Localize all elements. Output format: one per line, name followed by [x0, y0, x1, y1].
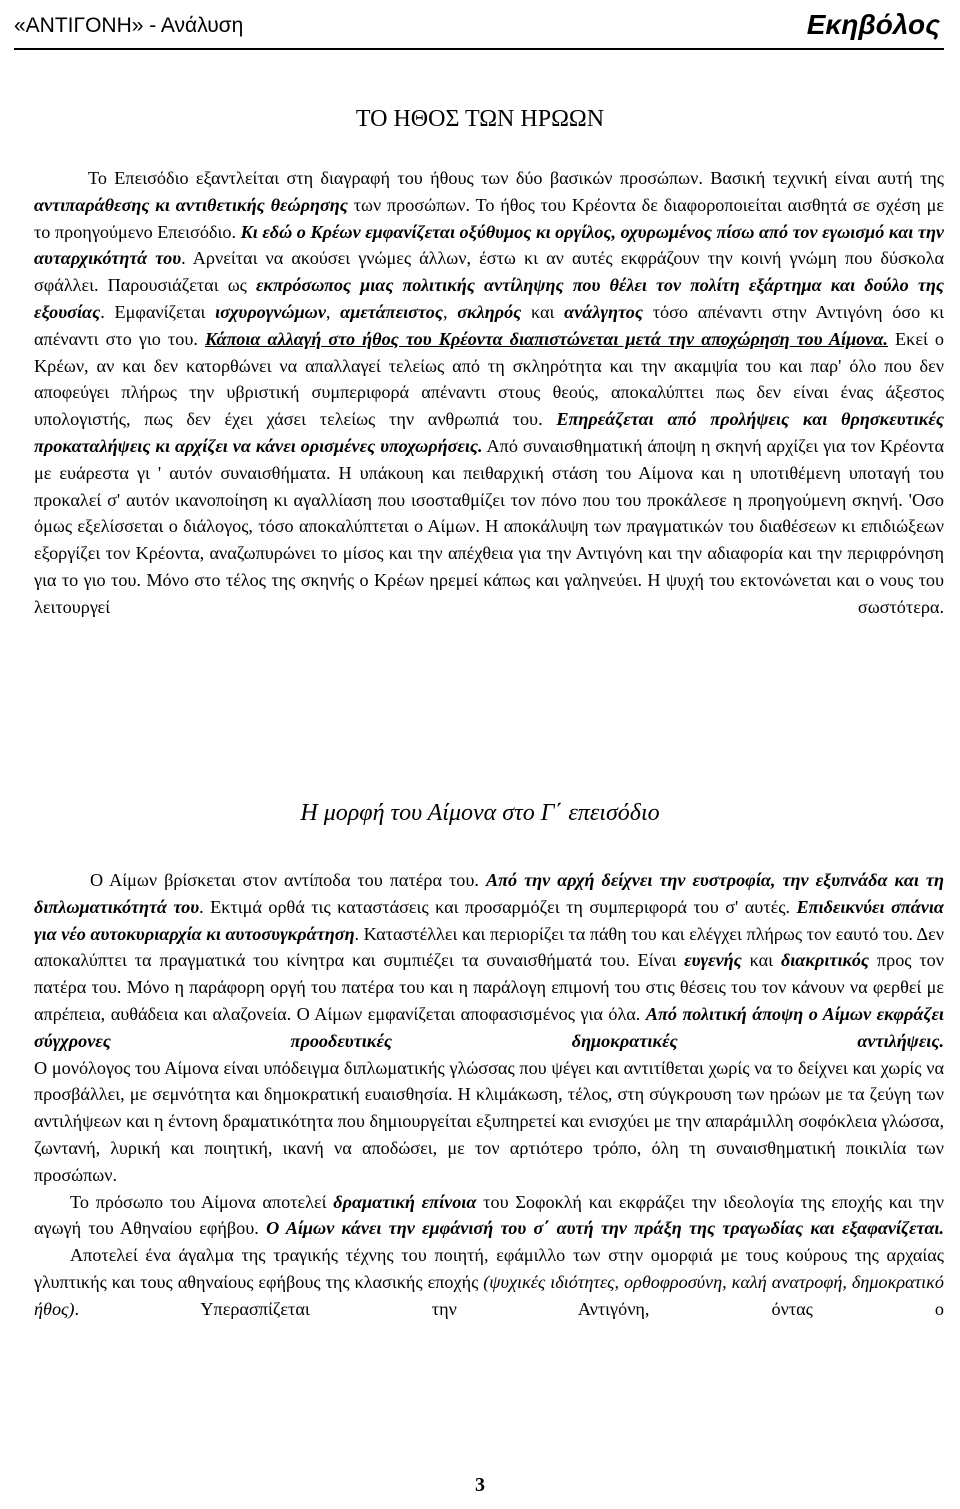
text-run: Αποτελεί ένα άγαλμα της τραγικής τέχνης του ποιητή, εφάμιλλο των στην ομορφιά με τους κούρους της αρχαίας γλυπτικής και τους αθηναίους εφήβους της κλασικής εποχής [34, 1245, 944, 1292]
page-number: 3 [475, 1474, 485, 1496]
text-run: , [442, 301, 458, 322]
text-run: των προσώπων. Το ήθος του Κρέοντα δε διαφοροποιείται αισθητά σε σχέση με το προηγούμενο Επεισόδιο. [34, 194, 944, 242]
text-run: αντιπαράθεσης κι αντιθετικής θεώρησης [34, 194, 348, 215]
text-run: ευγενής [684, 950, 742, 971]
text-run: Επηρεάζεται από προλήψεις και θρησκευτικές προκαταλήψεις κι αρχίζει να κάνει ορισμένες υποχωρήσεις. [34, 409, 944, 456]
rich-paragraph [34, 1055, 944, 1189]
text-run: Ο Αίμων κάνει την εμφάνισή του σ΄ αυτή την πράξη της τραγωδίας και εξαφανίζεται. [266, 1218, 944, 1239]
text-run: εκπρόσωπος μιας πολιτικής αντίληψης που θέλει τον πολίτη εξάρτημα και δούλο της εξουσίας [34, 275, 944, 322]
text-run: Κι εδώ ο Κρέων εμφανίζεται οξύθυμος κι οργίλος, οχυρωμένος πίσω από τον εγωισμό και την αυταρχικότητά του [34, 221, 944, 269]
section1-paragraph [34, 165, 944, 621]
text-run: . Υπερασπίζεται την Αντιγόνη, όντας ο [74, 1298, 944, 1319]
text-run: Εκεί ο Κρέων, αν και δεν κατορθώνει να απαλλαγεί τελείως από τη σκληρότητα και την ακαμψία του και παρ' όλο που δεν αποφεύγει πλήρως την υβριστική συμπεριφορά απέναντι στους θεούς, αποκαλύπτει πως δεν είναι ένας άξεστος υπολογιστής, πως δεν έχει χάσει τελείως την ανθρωπιά του. [34, 328, 945, 430]
rich-paragraph [34, 1189, 944, 1243]
text-run: Ο Αίμων βρίσκεται στον αντίποδα του πατέρα του. [90, 870, 486, 890]
section-subtitle: Η μορφή του Αίμονα στο Γ΄ επεισόδιο [300, 800, 660, 826]
text-run: διακριτικός [780, 950, 870, 971]
text-run: σκληρός [457, 301, 522, 322]
text-run: , [325, 301, 341, 322]
text-run: . Αρνείται να ακούσει γνώμες άλλων, έστω κι αν αυτές εκφράζουν την κοινή γνώμη που δύσκολα σφάλλει. Παρουσιάζεται ως [34, 248, 944, 296]
text-run: και [521, 301, 565, 322]
text-run: Ο μονόλογος του Αίμονα είναι υπόδειγμα διπλωματικής γλώσσας που ψέγει και αντιτίθεται χωρίς να το δείχνει και χωρίς να προσβάλλει, με σεμνότητα και δημοκρατική ευαισθησία. Η κλιμάκωση, τέλος, στη σύγκρουση των ηρώων με τα ζεύγη των αντιλήψεων και η έντονη δραματικότητα που δημιουργείται εξυπηρετεί και ενισχύει με την απαράμιλλη σοφόκλεια γλώσσα, ζωντανή, λυρική και ποιητική, ικανή να αποδώσει, με τον αρτιότερο τρόπο, όλη τη συναισθηματική ποικιλία των προσώπων. [34, 1057, 944, 1185]
text-run: ανάλγητος [564, 301, 643, 322]
header-document-title: «ΑΝΤΙΓΟΝΗ» - Ανάλυση [14, 14, 244, 37]
text-run: . Καταστέλλει και περιορίζει τα πάθη του και ελέγχει πλήρως τον εαυτό του. Δεν αποκαλύπτει τα πραγματικά του κίνητρα και συμπιέζει τα συναισθήματά του. Είναι [34, 923, 944, 971]
text-run: Το πρόσωπο του Αίμονα αποτελεί [70, 1191, 334, 1212]
text-run: . Εμφανίζεται [100, 301, 216, 322]
text-run: τόσο απέναντι στην Αντιγόνη όσο κι απέναντι στο γιο του. [34, 301, 945, 349]
page-header [14, 8, 944, 50]
rich-paragraph [34, 165, 944, 621]
rich-paragraph [34, 867, 944, 1055]
rich-paragraph [34, 1242, 944, 1322]
text-run: Επιδεικνύει σπάνια για νέο αυτοκυριαρχία κι αυτοσυγκράτηση [34, 896, 944, 944]
text-run: του Σοφοκλή και εκφράζει την ιδεολογία της εποχής και την αγωγή του Αθηναίου εφήβου. [34, 1191, 945, 1239]
text-run: ισχυρογνώμων [215, 301, 326, 322]
text-run: (ψυχικές ιδιότητες, ορθοφροσύνη, καλή ανατροφή, δημοκρατικό ήθος) [34, 1271, 944, 1319]
text-run: προς τον πατέρα του. Μόνο η παράφορη οργή του πατέρα του και η παράλογη επιμονή του στις θέσεις του τον κάνουν να φερθεί με απρέπεια, αυθάδεια και αλαζονεία. Ο Αίμων εμφανίζεται αποφασισμένος για όλα. [34, 950, 944, 1024]
text-run: Από πολιτική άποψη ο Αίμων εκφράζει σύγχρονες προοδευτικές δημοκρατικές αντιλήψεις. [34, 1003, 944, 1051]
header-author-name: Εκηβόλος [806, 9, 940, 40]
text-run: . Εκτιμά ορθά τις καταστάσεις και προσαρμόζει τη συμπεριφορά του σ' αυτές. [199, 896, 797, 917]
text-run: αμετάπειστος [340, 301, 443, 322]
text-run: Το Επεισόδιο εξαντλείται στη διαγραφή του ήθους των δύο βασικών προσώπων. Βασική τεχνική είναι αυτή της [88, 168, 944, 188]
text-run: Από συναισθηματική άποψη η σκηνή αρχίζει για τον Κρέοντα με ευάρεστα γι ' αυτόν συναισθήματα. Η υπάκουη και πειθαρχική στάση του Αίμονα και η υποτιθέμενη υποταγή του προκαλεί σ' αυτόν ικανοποίηση κι αγαλλίαση που ισοσταθμίζει τον πόνο που του προκάλεσε η προηγούμενη σκηνή. 'Οσο όμως εξελίσσεται ο διάλογος, τόσο αποκαλύπτεται ο Αίμων. Η αποκάλυψη των πραγματικών του διαθέσεων κι επιδιώξεων εξοργίζει τον Κρέοντα, αναζωπυρώνει το μίσος και την απέχθεια για την Αντιγόνη και την αδιαφορία και την περιφρόνηση για το γιο του. Μόνο στο τέλος της σκηνής ο Κρέων ηρεμεί κάπως και γαληνεύει. Η ψυχή του εκτονώνεται και ο νους του λειτουργεί σωστότερα. [34, 435, 944, 617]
text-run: δραματική επίνοια [333, 1191, 477, 1212]
section-title: ΤΟ ΗΘΟΣ ΤΩΝ ΗΡΩΩΝ [355, 106, 605, 132]
section2-body [34, 867, 944, 1323]
text-run: Από την αρχή δείχνει την ευστροφία, την εξυπνάδα και τη διπλωματικότητά του [34, 870, 944, 917]
text-run: και [741, 950, 781, 971]
text-run: Κάποια αλλαγή στο ήθος του Κρέοντα διαπιστώνεται μετά την αποχώρηση του Αίμονα. [204, 328, 888, 349]
